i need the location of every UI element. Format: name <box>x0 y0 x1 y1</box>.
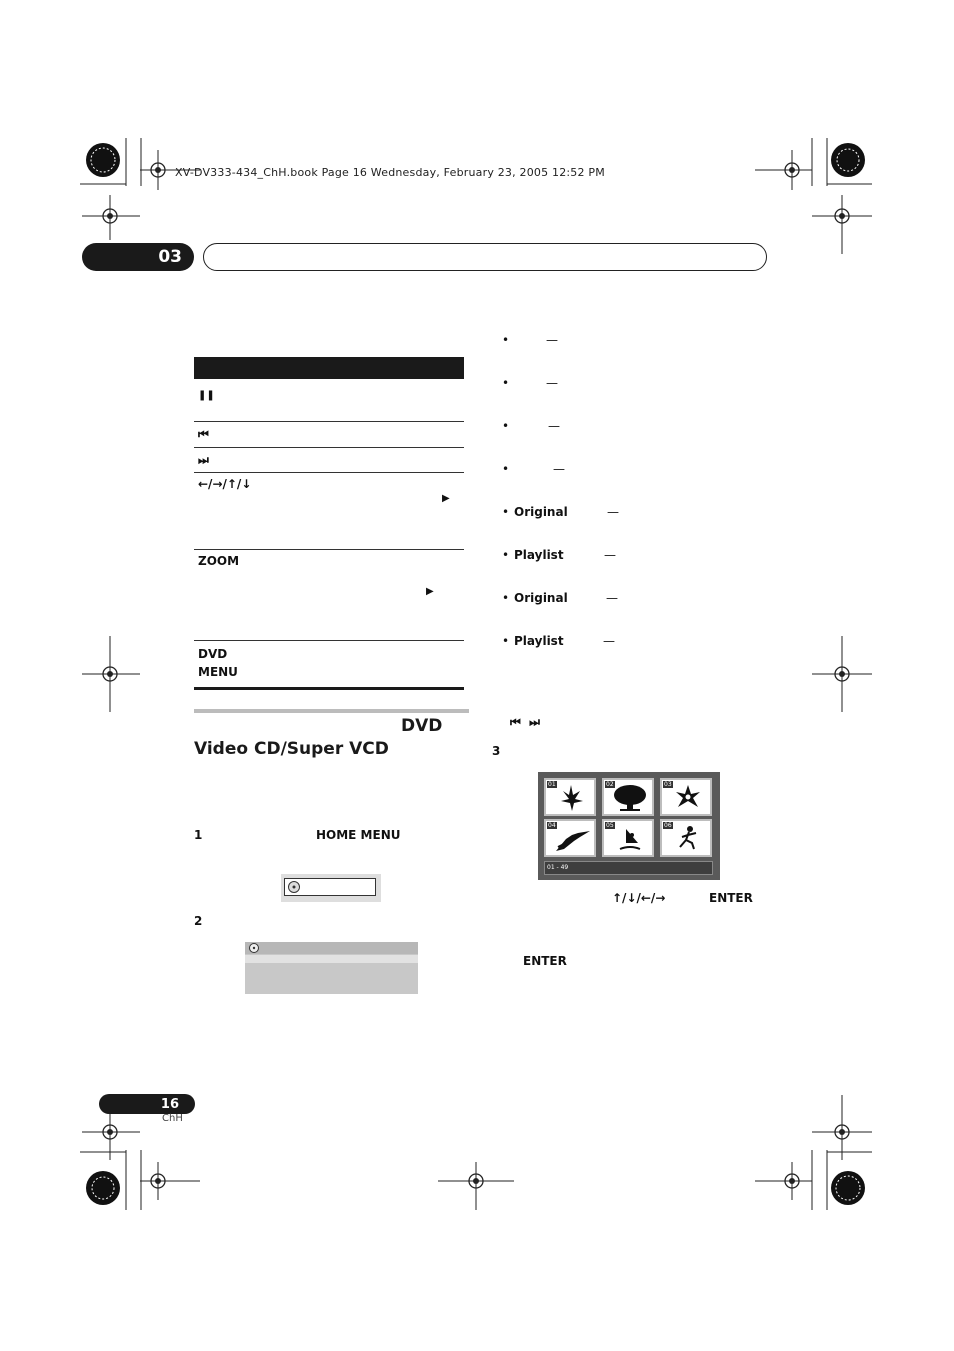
section-rule <box>194 709 469 713</box>
button-function-table <box>194 357 464 690</box>
bullet-dot: • <box>502 634 510 648</box>
table-row <box>194 448 464 473</box>
chapter-number: 03 <box>82 243 194 271</box>
home-menu-key: HOME MENU <box>316 828 401 842</box>
bullet-dot: • <box>502 333 510 347</box>
enter-key: ENTER <box>709 891 753 905</box>
play-icon: ▶ <box>442 493 450 504</box>
thumbnail-tile <box>660 778 712 816</box>
step-number: 1 <box>194 828 203 842</box>
thumbnail-tile <box>602 819 654 857</box>
table-row <box>194 422 464 448</box>
disc-icon <box>287 880 301 894</box>
thumbnail-number: 03 <box>664 781 672 788</box>
tree-icon <box>612 783 648 813</box>
thumbnail-number: 04 <box>548 822 556 829</box>
home-menu-bar <box>284 878 376 896</box>
bullet-dot: • <box>502 591 510 605</box>
next-icon: ⏭ <box>198 453 209 467</box>
arrow-keys-label: ↑/↓/←/→ <box>612 891 666 905</box>
bullet-dash: — <box>546 376 558 390</box>
bullet-dash: — <box>553 462 565 476</box>
thumbnail-tile <box>544 819 596 857</box>
bullet-label: Playlist <box>514 548 564 562</box>
thumbnail-navigator-screen <box>538 772 720 880</box>
bullet-label: Original <box>514 505 568 519</box>
book-info: XV-DV333-434_ChH.book Page 16 Wednesday, February 23, 2005 12:52 PM <box>175 166 605 179</box>
osd-selected-row <box>245 955 418 963</box>
disc-icon <box>248 942 260 954</box>
previous-icon: ⏮ <box>198 427 209 441</box>
step-number: 2 <box>194 914 203 928</box>
thumbnail-tile <box>660 819 712 857</box>
bullet-label: Original <box>514 591 568 605</box>
thumbnail-number: 02 <box>606 781 614 788</box>
enter-key: ENTER <box>523 954 567 968</box>
language-code: ChH <box>162 1113 183 1124</box>
thumbnail-tile <box>544 778 596 816</box>
table-row <box>194 550 464 641</box>
thumbnail-number: 01 <box>548 781 556 788</box>
bullet-dot: • <box>502 376 510 390</box>
table-row <box>194 641 464 687</box>
bullet-dot: • <box>502 419 510 433</box>
table-row <box>194 379 464 422</box>
section-title-dvd: DVD <box>401 716 443 736</box>
thumbnail-number: 06 <box>664 822 672 829</box>
zoom-key: ZOOM <box>198 554 240 568</box>
table-bottom-rule <box>194 687 464 690</box>
osd-title-bar <box>245 942 418 954</box>
table-header <box>194 357 464 379</box>
bullet-dot: • <box>502 548 510 562</box>
navigator-status-bar <box>544 861 713 875</box>
skater-icon <box>676 825 702 855</box>
chapter-title-bar <box>203 243 767 271</box>
bullet-label: Playlist <box>514 634 564 648</box>
bullet-dot: • <box>502 505 510 519</box>
page-number: 16 <box>99 1094 195 1114</box>
bullet-dot: • <box>502 462 510 476</box>
bullet-dash: — <box>607 505 619 519</box>
section-title: Video CD/Super VCD <box>194 739 389 759</box>
thumbnail-tile <box>602 778 654 816</box>
arrow-keys-icon: ←/→/↑/↓ <box>198 477 252 491</box>
bullet-dash: — <box>604 548 616 562</box>
lily-icon <box>674 783 702 813</box>
thumbnail-number: 05 <box>606 822 614 829</box>
windsurfer-icon <box>616 825 644 855</box>
step-number: 3 <box>492 744 501 758</box>
bullet-dash: — <box>546 333 558 347</box>
bullet-dash: — <box>606 591 618 605</box>
navigator-status-text: 01 - 49 <box>547 864 569 871</box>
bullet-dash: — <box>548 419 560 433</box>
pause-icon: ❚❚ <box>198 390 215 401</box>
table-row <box>194 473 464 550</box>
home-menu-screen <box>281 874 381 902</box>
dvd-menu-key: DVD MENU <box>198 647 238 679</box>
play-icon: ▶ <box>426 586 434 597</box>
toucan-icon <box>552 825 592 855</box>
skip-buttons-icon: ⏮ ⏭ <box>510 715 540 729</box>
leaf-icon <box>558 783 584 813</box>
disc-navigator-screen <box>245 942 418 994</box>
bullet-dash: — <box>603 634 615 648</box>
